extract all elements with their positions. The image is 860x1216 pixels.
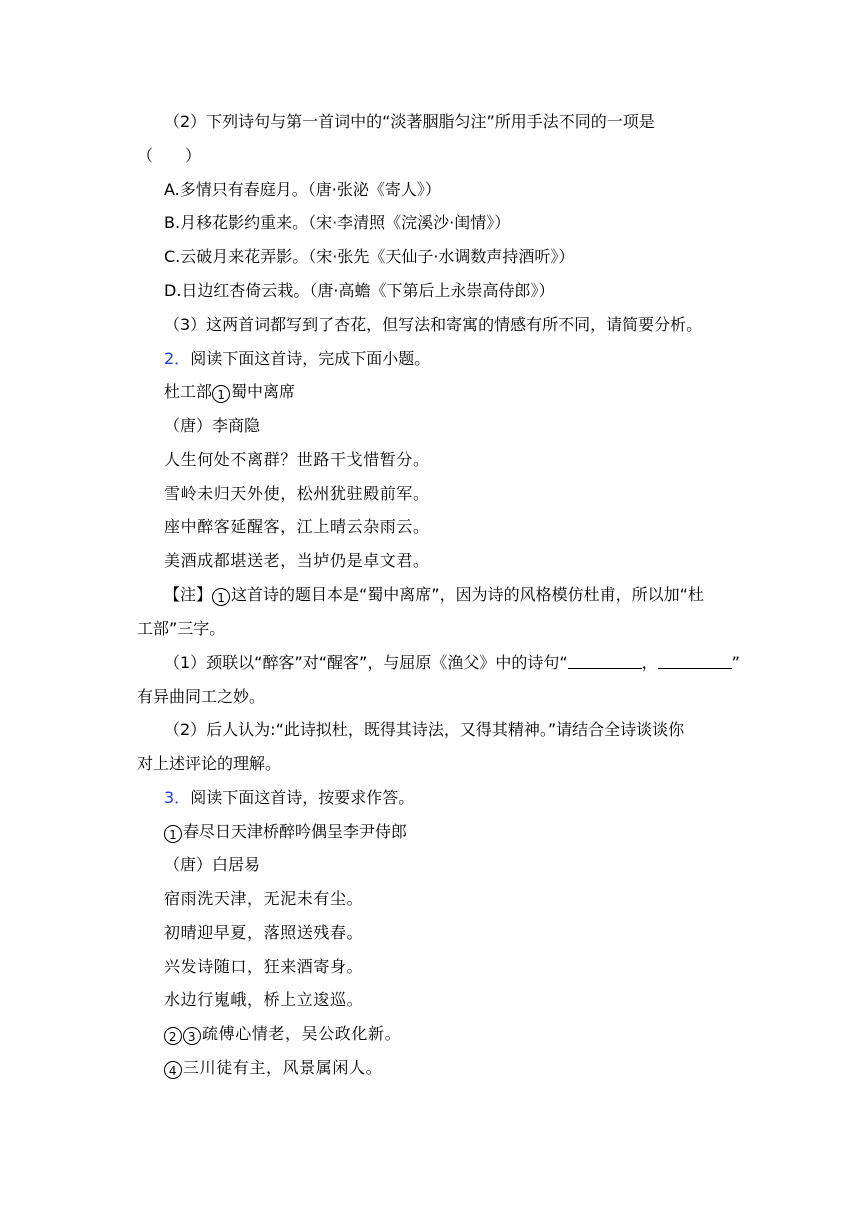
question-2-heading: 2．阅读下面这首诗，完成下面小题。 (164, 349, 431, 368)
footnote-marker-1: 1 (164, 825, 182, 843)
poem-title: 1 春尽日天津桥醉吟偶呈李尹侍郎 (164, 822, 407, 843)
q2-sub2-prompt: （2）后人认为:“此诗拟杜，既得其诗法，又得其精神。”请结合全诗谈谈你 (164, 720, 685, 739)
footnote-marker-4: 4 (164, 1061, 182, 1079)
poem-line: 宿雨洗天津，无泥未有尘。 (164, 889, 364, 908)
poem-title: 杜工部 1 蜀中离席 (164, 382, 296, 402)
q1-sub2-answer-bracket: （ ） (137, 146, 202, 165)
q2-sub1-prompt: （1）颈联以“醉客”对“醒客”，与屈原《渔父》中的诗句“ ， ” (164, 653, 740, 672)
poem-line: 兴发诗随口，狂来酒寄身。 (164, 957, 364, 976)
option-b: B.月移花影约重来。（宋·李清照《浣溪沙·闺情》） (164, 213, 511, 232)
answer-blank[interactable] (568, 654, 642, 669)
question-number: 3． (164, 788, 191, 807)
option-c: C.云破月来花弄影。（宋·张先《天仙子·水调数声持酒听》） (164, 247, 575, 266)
q2-sub1-prompt-continued: 有异曲同工之妙。 (137, 687, 266, 706)
option-a: A.多情只有春庭月。（唐·张泌《寄人》） (164, 180, 441, 199)
poem-author: （唐）白居易 (164, 855, 261, 874)
poem-line: 人生何处不离群？世路干戈惜暂分。 (164, 450, 430, 469)
poem-author: （唐）李商隐 (164, 416, 261, 435)
question-number: 2． (164, 349, 191, 368)
q2-sub2-prompt-continued: 对上述评论的理解。 (137, 754, 282, 773)
footnote: 【注】 1 这首诗的题目本是“蜀中离席”，因为诗的风格模仿杜甫，所以加“杜 (164, 585, 704, 605)
footnote-marker-1: 1 (212, 385, 230, 403)
poem-line: 初晴迎早夏，落照送残春。 (164, 923, 364, 942)
option-d: D.日边红杏倚云栽。（唐·高蟾《下第后上永崇高侍郎》） (164, 281, 555, 300)
poem-line: 座中醉客延醒客，江上晴云杂雨云。 (164, 517, 430, 536)
poem-line: 美酒成都堪送老，当垆仍是卓文君。 (164, 551, 430, 570)
poem-line: 2 3 疏傅心情老，吴公政化新。 (164, 1024, 401, 1045)
footnote-marker-3: 3 (183, 1027, 201, 1045)
question-3-heading: 3．阅读下面这首诗，按要求作答。 (164, 788, 415, 807)
poem-line: 水边行嵬峨，桥上立逡巡。 (164, 990, 364, 1009)
footnote-marker-1: 1 (212, 588, 230, 606)
poem-line: 4 三川徒有主，风景属闲人。 (164, 1058, 382, 1079)
footnote-continued: 工部”三字。 (137, 619, 226, 638)
answer-blank[interactable] (658, 654, 732, 669)
q1-sub2-prompt: （2）下列诗句与第一首词中的“淡著胭脂匀注”所用手法不同的一项是 (164, 112, 655, 131)
poem-line: 雪岭未归天外使，松州犹驻殿前军。 (164, 484, 430, 503)
q1-sub3-prompt: （3）这两首词都写到了杏花，但写法和寄寓的情感有所不同，请简要分析。 (164, 315, 703, 334)
footnote-marker-2: 2 (164, 1027, 182, 1045)
